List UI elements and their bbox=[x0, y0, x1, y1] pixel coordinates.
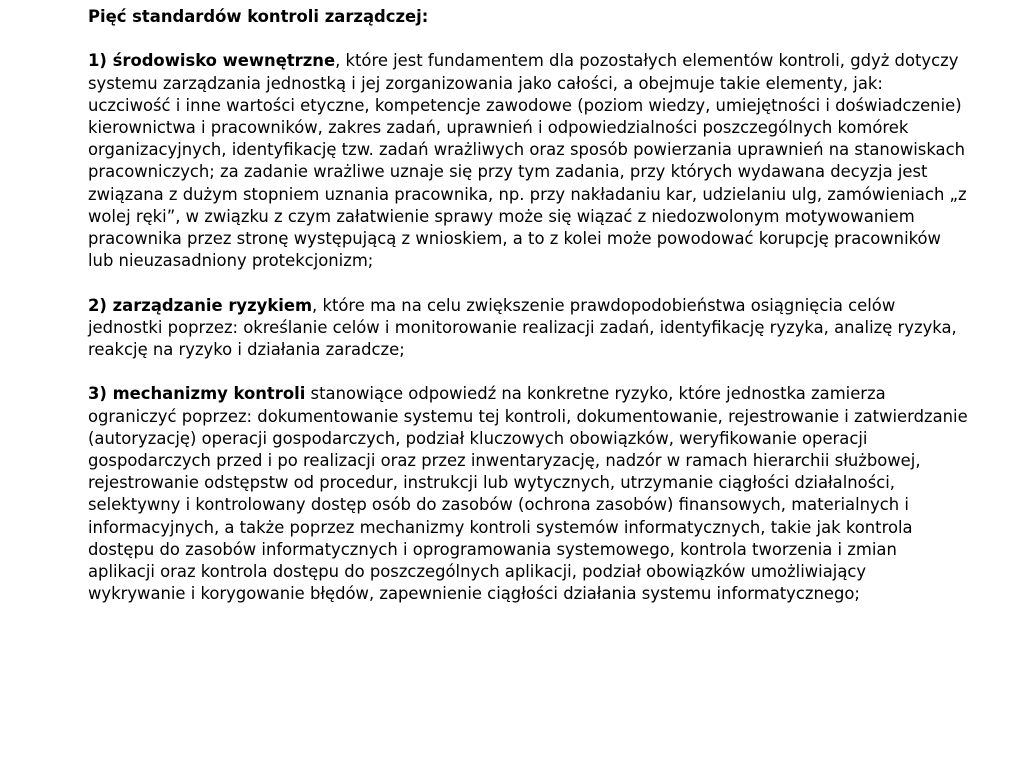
section-body: , które jest fundamentem dla pozostałych elementów kontroli, gdyż dotyczy systemu zarządzania jednostką i jej zorganizowania jako całości, a obejmuje takie elementy, jak: uczciwość i inne wartości etyczne, kompetencje zawodowe (poziom wiedzy, umiejętności i doświadczenie) kierownictwa i pracowników, zakres zadań, uprawnień i odpowiedzialności poszczególnych komórek organizacyjnych, identyfikację tzw. zadań wrażliwych oraz sposób powierzania uprawnień na stanowiskach pracowniczych; za zadanie wrażliwe uznaje się przy tym zadania, przy których wydawana decyzja jest związana z dużym stopniem uznania pracownika, np. przy nakładaniu kar, udzielaniu ulg, zamówieniach „z wolej ręki”, w związku z czym załatwienie sprawy może się wiązać z niedozwolonym motywowaniem pracownika przez stronę występującą z wnioskiem, a to z kolei może powodować korupcję pracowników lub nieuzasadniony protekcjonizm; bbox=[88, 51, 967, 271]
section-heading: 2) zarządzanie ryzykiem bbox=[88, 295, 313, 315]
section-body: , które ma na celu zwiększenie prawdopodobieństwa osiągnięcia celów jednostki poprzez: określanie celów i monitorowanie realizacji zadań, identyfikację ryzyka, analizę ryzyka, reakcję na ryzyko i działania zaradcze; bbox=[88, 295, 957, 360]
document-text bbox=[88, 6, 968, 605]
section-risk-management bbox=[88, 295, 968, 362]
section-heading: 3) mechanizmy kontroli bbox=[88, 384, 306, 404]
section-body: stanowiące odpowiedź na konkretne ryzyko, które jednostka zamierza ograniczyć poprzez: dokumentowanie systemu tej kontroli, dokumentowanie, rejestrowanie i zatwierdzanie (autoryzację) operacji gospodarczych, podział kluczowych obowiązków, weryfikowanie operacji gospodarczych przed i po realizacji oraz przez inwentaryzację, nadzór w ramach hierarchii służbowej, rejestrowanie odstępstw od procedur, instrukcji lub wytycznych, utrzymanie ciągłości działalności, selektywny i kontrolowany dostęp osób do zasobów (ochrona zasobów) finansowych, materialnych i informacyjnych, a także poprzez mechanizmy kontroli systemów informatycznych, takie jak kontrola dostępu do zasobów informatycznych i oprogramowania systemowego, kontrola tworzenia i zmian aplikacji oraz kontrola dostępu do poszczególnych aplikacji, podział obowiązków umożliwiający wykrywanie i korygowanie błędów, zapewnienie ciągłości działania systemu informatycznego; bbox=[88, 384, 968, 604]
section-heading: 1) środowisko wewnętrzne bbox=[88, 51, 336, 71]
page-title: Pięć standardów kontroli zarządczej: bbox=[88, 7, 429, 26]
section-internal-environment bbox=[88, 50, 968, 272]
section-control-mechanisms bbox=[88, 383, 968, 605]
